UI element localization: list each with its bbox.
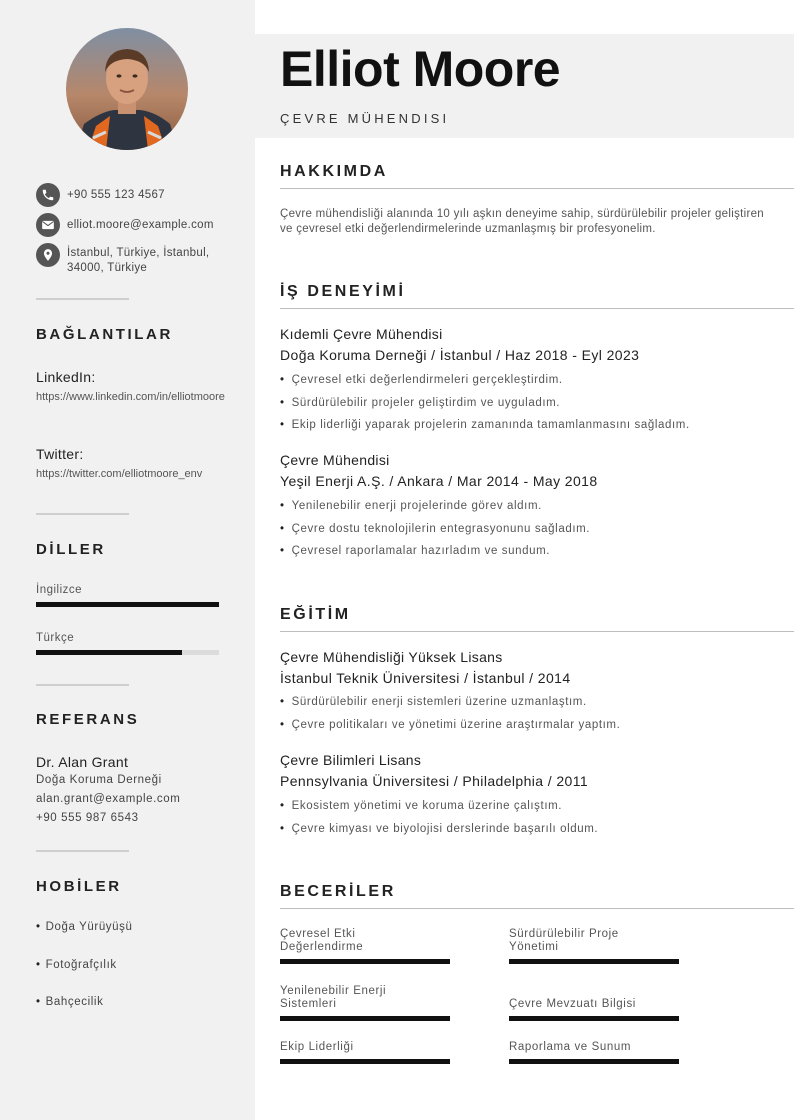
skill-label: Yenilenebilir Enerji Sistemleri: [280, 985, 387, 1010]
email-icon: [36, 213, 60, 237]
experience-bullet: • Ekip liderliği yaparak projelerin zamanında tamamlanmasını sağladım.: [280, 419, 690, 431]
hobby-item: • Bahçecilik: [36, 996, 103, 1008]
divider: [36, 298, 129, 300]
education-title: Çevre Bilimleri Lisans: [280, 752, 422, 768]
language-level-bar: [36, 602, 219, 607]
twitter-link[interactable]: https://twitter.com/elliotmoore_env: [36, 468, 203, 480]
education-org: Pennsylvania Üniversitesi / Philadelphia / 2011: [280, 773, 589, 789]
experience-org: Doğa Koruma Derneği / İstanbul / Haz 2018 - Eyl 2023: [280, 347, 640, 363]
language-level-fill: [36, 650, 182, 655]
hobby-item: • Fotoğrafçılık: [36, 959, 117, 971]
skill-bar: [509, 1016, 679, 1021]
education-bullet: • Çevre politikaları ve yönetimi üzerine araştırmalar yaptım.: [280, 719, 620, 731]
candidate-name: Elliot Moore: [280, 41, 561, 97]
skill-bar: [280, 1059, 450, 1064]
skill-bar: [509, 1059, 679, 1064]
linkedin-label: LinkedIn:: [36, 369, 96, 385]
experience-bullet: • Sürdürülebilir projeler geliştirdim ve uyguladım.: [280, 397, 560, 409]
section-rule: [280, 308, 794, 309]
job-title: ÇEVRE MÜHENDISI: [280, 111, 450, 126]
skill-bar: [509, 959, 679, 964]
skill-bar: [280, 1016, 450, 1021]
divider: [36, 684, 129, 686]
skill-label: Raporlama ve Sunum: [509, 1041, 632, 1053]
hobby-item: • Doğa Yürüyüşü: [36, 921, 133, 933]
contact-email: [36, 213, 227, 237]
hobbies-heading: HOBİLER: [36, 878, 122, 895]
experience-org: Yeşil Enerji A.Ş. / Ankara / Mar 2014 - May 2018: [280, 473, 598, 489]
linkedin-link[interactable]: https://www.linkedin.com/in/elliotmoore: [36, 391, 225, 403]
section-rule: [280, 188, 794, 189]
skills-heading: BECERİLER: [280, 883, 396, 900]
divider: [36, 850, 129, 852]
experience-title: Çevre Mühendisi: [280, 452, 390, 468]
language-label: İngilizce: [36, 584, 83, 596]
skill-bar: [280, 959, 450, 964]
profile-photo: [66, 28, 188, 150]
experience-bullet: • Çevre dostu teknolojilerin entegrasyonunu sağladım.: [280, 523, 590, 535]
skill-label: Çevresel Etki Değerlendirme: [280, 928, 364, 953]
skill-label: Ekip Liderliği: [280, 1041, 354, 1053]
education-heading: EĞİTİM: [280, 606, 351, 623]
references-heading: REFERANS: [36, 711, 140, 728]
reference-organization: Doğa Koruma Derneği: [36, 774, 162, 786]
divider: [36, 513, 129, 515]
experience-heading: İŞ DENEYİMİ: [280, 283, 406, 300]
about-heading: HAKKIMDA: [280, 163, 388, 180]
email-text: elliot.moore@example.com: [67, 219, 214, 231]
skill-label: Çevre Mevzuatı Bilgisi: [509, 998, 636, 1010]
section-rule: [280, 631, 794, 632]
language-level-fill: [36, 602, 219, 607]
about-text: Çevre mühendisliği alanında 10 yılı aşkın deneyime sahip, sürdürülebilir projeler geliştiren ve çevresel etki değerlendirmelerinde uzmanlaşmış bir profesyonelim.: [280, 208, 765, 235]
reference-phone: +90 555 987 6543: [36, 812, 139, 824]
education-org: İstanbul Teknik Üniversitesi / İstanbul / 2014: [280, 670, 571, 686]
section-rule: [280, 908, 794, 909]
phone-icon: [36, 183, 60, 207]
contact-phone: [36, 183, 227, 207]
experience-bullet: • Yenilenebilir enerji projelerinde görev aldım.: [280, 500, 542, 512]
reference-name: Dr. Alan Grant: [36, 754, 129, 770]
education-bullet: • Sürdürülebilir enerji sistemleri üzerine uzmanlaştım.: [280, 696, 587, 708]
links-heading: BAĞLANTILAR: [36, 326, 173, 343]
reference-email: alan.grant@example.com: [36, 793, 181, 805]
twitter-label: Twitter:: [36, 446, 84, 462]
education-bullet: • Çevre kimyası ve biyolojisi derslerinde başarılı oldum.: [280, 823, 598, 835]
address-text: İstanbul, Türkiye, İstanbul, 34000, Türkiye: [67, 247, 210, 274]
experience-bullet: • Çevresel raporlamalar hazırladım ve sundum.: [280, 545, 550, 557]
location-pin-icon: [36, 243, 60, 267]
education-title: Çevre Mühendisliği Yüksek Lisans: [280, 649, 503, 665]
language-level-bar: [36, 650, 219, 655]
language-label: Türkçe: [36, 632, 75, 644]
education-bullet: • Ekosistem yönetimi ve koruma üzerine çalıştım.: [280, 800, 562, 812]
sidebar: [0, 0, 255, 1120]
phone-text: +90 555 123 4567: [67, 189, 165, 201]
languages-heading: DİLLER: [36, 541, 106, 558]
experience-bullet: • Çevresel etki değerlendirmeleri gerçekleştirdim.: [280, 374, 563, 386]
skill-label: Sürdürülebilir Proje Yönetimi: [509, 928, 619, 953]
contact-address: [36, 243, 222, 276]
experience-title: Kıdemli Çevre Mühendisi: [280, 326, 443, 342]
